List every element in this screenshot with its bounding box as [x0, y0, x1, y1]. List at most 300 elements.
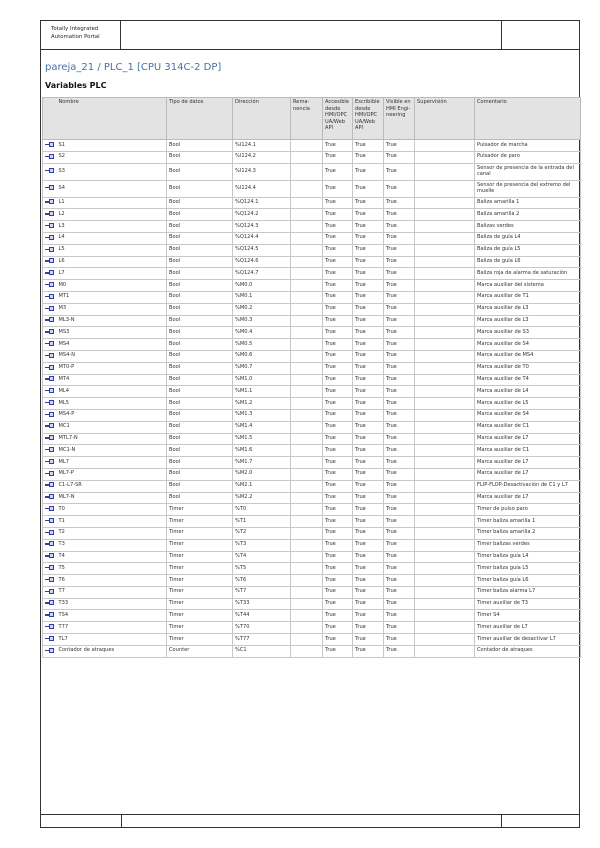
table-row[interactable]: [43, 645, 581, 657]
tag-type[interactable]: Timer: [167, 551, 233, 563]
tag-retain[interactable]: [291, 362, 323, 374]
tag-visible[interactable]: True: [384, 575, 415, 587]
tag-name[interactable]: MT4: [57, 374, 167, 386]
tag-writable[interactable]: True: [353, 409, 384, 421]
tag-visible[interactable]: True: [384, 232, 415, 244]
tag-supervision[interactable]: [415, 315, 475, 327]
table-row[interactable]: [43, 409, 581, 421]
tag-accessible[interactable]: True: [323, 339, 353, 351]
tag-comment[interactable]: Sensor de presencia de la entrada del canal: [475, 163, 581, 180]
tag-supervision[interactable]: [415, 468, 475, 480]
tag-writable[interactable]: True: [353, 291, 384, 303]
tag-visible[interactable]: True: [384, 516, 415, 528]
tag-visible[interactable]: True: [384, 350, 415, 362]
tag-comment[interactable]: Timer de pulso paro: [475, 504, 581, 516]
tag-visible[interactable]: True: [384, 374, 415, 386]
tag-address[interactable]: %T33: [233, 598, 291, 610]
tag-comment[interactable]: FLIP-FLOP-Desactivación de C1 y L7: [475, 480, 581, 492]
tag-visible[interactable]: True: [384, 634, 415, 646]
tag-type[interactable]: Bool: [167, 398, 233, 410]
tag-accessible[interactable]: True: [323, 586, 353, 598]
tag-supervision[interactable]: [415, 327, 475, 339]
tag-accessible[interactable]: True: [323, 315, 353, 327]
tag-retain[interactable]: [291, 151, 323, 163]
tag-writable[interactable]: True: [353, 197, 384, 209]
tag-visible[interactable]: True: [384, 492, 415, 504]
tag-address[interactable]: %Q124.3: [233, 221, 291, 233]
tag-name[interactable]: C1-L7-SR: [57, 480, 167, 492]
tag-visible[interactable]: True: [384, 386, 415, 398]
tag-writable[interactable]: True: [353, 551, 384, 563]
tag-retain[interactable]: [291, 209, 323, 221]
tag-supervision[interactable]: [415, 504, 475, 516]
tag-supervision[interactable]: [415, 480, 475, 492]
tag-supervision[interactable]: [415, 197, 475, 209]
tag-comment[interactable]: Timer baliza alarma L7: [475, 586, 581, 598]
table-row[interactable]: [43, 598, 581, 610]
tag-accessible[interactable]: True: [323, 163, 353, 180]
tag-writable[interactable]: True: [353, 221, 384, 233]
tag-comment[interactable]: Sensor de presencia del extremo del muelle: [475, 180, 581, 197]
tag-accessible[interactable]: True: [323, 303, 353, 315]
tag-address[interactable]: %Q124.6: [233, 256, 291, 268]
tag-accessible[interactable]: True: [323, 221, 353, 233]
col-header-name[interactable]: Nombre: [57, 98, 167, 140]
tag-name[interactable]: S3: [57, 163, 167, 180]
tag-comment[interactable]: Marca auxiliar de S3: [475, 327, 581, 339]
tag-visible[interactable]: True: [384, 291, 415, 303]
tag-type[interactable]: Bool: [167, 409, 233, 421]
tag-visible[interactable]: True: [384, 256, 415, 268]
tag-writable[interactable]: True: [353, 586, 384, 598]
tag-writable[interactable]: True: [353, 445, 384, 457]
tag-address[interactable]: %M0.7: [233, 362, 291, 374]
tag-name[interactable]: MTL7-N: [57, 433, 167, 445]
tag-name[interactable]: ML7-N: [57, 492, 167, 504]
tag-supervision[interactable]: [415, 362, 475, 374]
tag-writable[interactable]: True: [353, 504, 384, 516]
tag-retain[interactable]: [291, 551, 323, 563]
tag-type[interactable]: Bool: [167, 362, 233, 374]
tag-accessible[interactable]: True: [323, 634, 353, 646]
tag-type[interactable]: Bool: [167, 327, 233, 339]
tag-accessible[interactable]: True: [323, 457, 353, 469]
tag-writable[interactable]: True: [353, 339, 384, 351]
tag-supervision[interactable]: [415, 256, 475, 268]
tag-type[interactable]: Timer: [167, 516, 233, 528]
tag-name[interactable]: T6: [57, 575, 167, 587]
tag-accessible[interactable]: True: [323, 280, 353, 292]
tag-supervision[interactable]: [415, 457, 475, 469]
tag-type[interactable]: Bool: [167, 280, 233, 292]
tag-address[interactable]: %M1.5: [233, 433, 291, 445]
tag-comment[interactable]: Timer baliza amarilla 2: [475, 527, 581, 539]
tag-supervision[interactable]: [415, 339, 475, 351]
tag-type[interactable]: Bool: [167, 339, 233, 351]
table-row[interactable]: [43, 575, 581, 587]
tag-retain[interactable]: [291, 232, 323, 244]
tag-address[interactable]: %M0.2: [233, 303, 291, 315]
tag-writable[interactable]: True: [353, 622, 384, 634]
tag-address[interactable]: %Q124.7: [233, 268, 291, 280]
tag-supervision[interactable]: [415, 244, 475, 256]
tag-type[interactable]: Bool: [167, 433, 233, 445]
table-row[interactable]: [43, 362, 581, 374]
tag-address[interactable]: %M2.1: [233, 480, 291, 492]
tag-retain[interactable]: [291, 457, 323, 469]
tag-writable[interactable]: True: [353, 610, 384, 622]
tag-visible[interactable]: True: [384, 468, 415, 480]
tag-writable[interactable]: True: [353, 374, 384, 386]
tag-comment[interactable]: Timer auxiliar de desactivar L7: [475, 634, 581, 646]
tag-address[interactable]: %Q124.4: [233, 232, 291, 244]
tag-name[interactable]: MT0-P: [57, 362, 167, 374]
table-row[interactable]: [43, 421, 581, 433]
tag-type[interactable]: Bool: [167, 445, 233, 457]
tag-retain[interactable]: [291, 527, 323, 539]
tag-visible[interactable]: True: [384, 586, 415, 598]
tag-writable[interactable]: True: [353, 268, 384, 280]
tag-writable[interactable]: True: [353, 140, 384, 152]
tag-supervision[interactable]: [415, 492, 475, 504]
tag-writable[interactable]: True: [353, 598, 384, 610]
tag-type[interactable]: Bool: [167, 221, 233, 233]
tag-comment[interactable]: Timer balizas verdes: [475, 539, 581, 551]
tag-retain[interactable]: [291, 163, 323, 180]
tag-retain[interactable]: [291, 327, 323, 339]
tag-writable[interactable]: True: [353, 563, 384, 575]
tag-accessible[interactable]: True: [323, 232, 353, 244]
col-header-retain[interactable]: Rema-nencia: [291, 98, 323, 140]
tag-retain[interactable]: [291, 291, 323, 303]
table-row[interactable]: [43, 140, 581, 152]
tag-accessible[interactable]: True: [323, 551, 353, 563]
tag-comment[interactable]: Timer auxiliar de T3: [475, 598, 581, 610]
tag-comment[interactable]: Balizas verdes: [475, 221, 581, 233]
table-row[interactable]: [43, 180, 581, 197]
tag-writable[interactable]: True: [353, 232, 384, 244]
tag-accessible[interactable]: True: [323, 468, 353, 480]
tag-visible[interactable]: True: [384, 527, 415, 539]
tag-supervision[interactable]: [415, 563, 475, 575]
tag-retain[interactable]: [291, 504, 323, 516]
tag-writable[interactable]: True: [353, 433, 384, 445]
tag-type[interactable]: Timer: [167, 563, 233, 575]
tag-writable[interactable]: True: [353, 327, 384, 339]
tag-address[interactable]: %M1.2: [233, 398, 291, 410]
tag-type[interactable]: Timer: [167, 504, 233, 516]
tag-visible[interactable]: True: [384, 480, 415, 492]
tag-accessible[interactable]: True: [323, 327, 353, 339]
tag-comment[interactable]: Marca auxiliar de L3: [475, 303, 581, 315]
tag-name[interactable]: MT1: [57, 291, 167, 303]
tag-accessible[interactable]: True: [323, 180, 353, 197]
tag-visible[interactable]: True: [384, 421, 415, 433]
tag-retain[interactable]: [291, 610, 323, 622]
tag-type[interactable]: Bool: [167, 480, 233, 492]
tag-name[interactable]: MC1-N: [57, 445, 167, 457]
tag-retain[interactable]: [291, 421, 323, 433]
tag-comment[interactable]: Marca auxiliar de L7: [475, 468, 581, 480]
tag-address[interactable]: %T1: [233, 516, 291, 528]
tag-writable[interactable]: True: [353, 468, 384, 480]
tag-accessible[interactable]: True: [323, 386, 353, 398]
tag-name[interactable]: T0: [57, 504, 167, 516]
tag-address[interactable]: %M1.3: [233, 409, 291, 421]
tag-type[interactable]: Bool: [167, 350, 233, 362]
tag-type[interactable]: Bool: [167, 492, 233, 504]
tag-comment[interactable]: Baliza roja de alarma de saturación: [475, 268, 581, 280]
tag-comment[interactable]: Baliza de guía L4: [475, 232, 581, 244]
tag-visible[interactable]: True: [384, 445, 415, 457]
tag-visible[interactable]: True: [384, 327, 415, 339]
tag-address[interactable]: %M2.2: [233, 492, 291, 504]
tag-supervision[interactable]: [415, 445, 475, 457]
table-row[interactable]: [43, 151, 581, 163]
tag-supervision[interactable]: [415, 232, 475, 244]
tag-retain[interactable]: [291, 634, 323, 646]
tag-name[interactable]: T4: [57, 551, 167, 563]
table-row[interactable]: [43, 374, 581, 386]
tag-writable[interactable]: True: [353, 480, 384, 492]
tag-supervision[interactable]: [415, 634, 475, 646]
tag-writable[interactable]: True: [353, 256, 384, 268]
tag-address[interactable]: %T2: [233, 527, 291, 539]
tag-type[interactable]: Timer: [167, 622, 233, 634]
table-row[interactable]: [43, 268, 581, 280]
tag-type[interactable]: Timer: [167, 539, 233, 551]
tag-address[interactable]: %M1.7: [233, 457, 291, 469]
tag-type[interactable]: Bool: [167, 374, 233, 386]
tag-comment[interactable]: Marca auxiliar de S4: [475, 339, 581, 351]
tag-name[interactable]: ML5: [57, 398, 167, 410]
tag-type[interactable]: Bool: [167, 232, 233, 244]
tag-visible[interactable]: True: [384, 339, 415, 351]
tag-accessible[interactable]: True: [323, 197, 353, 209]
tag-type[interactable]: Bool: [167, 140, 233, 152]
tag-type[interactable]: Timer: [167, 586, 233, 598]
tag-name[interactable]: T7: [57, 586, 167, 598]
tag-accessible[interactable]: True: [323, 398, 353, 410]
table-row[interactable]: [43, 315, 581, 327]
tag-type[interactable]: Timer: [167, 527, 233, 539]
tag-name[interactable]: TS4: [57, 610, 167, 622]
tag-writable[interactable]: True: [353, 645, 384, 657]
tag-retain[interactable]: [291, 645, 323, 657]
tag-name[interactable]: T3: [57, 539, 167, 551]
tag-type[interactable]: Timer: [167, 598, 233, 610]
tag-accessible[interactable]: True: [323, 645, 353, 657]
tag-address[interactable]: %I124.4: [233, 180, 291, 197]
table-row[interactable]: [43, 622, 581, 634]
table-row[interactable]: [43, 527, 581, 539]
tag-visible[interactable]: True: [384, 140, 415, 152]
tag-comment[interactable]: Marca auxiliar de C1: [475, 445, 581, 457]
tag-visible[interactable]: True: [384, 280, 415, 292]
tag-supervision[interactable]: [415, 645, 475, 657]
tag-comment[interactable]: Pulsador de paro: [475, 151, 581, 163]
tag-writable[interactable]: True: [353, 457, 384, 469]
tag-accessible[interactable]: True: [323, 504, 353, 516]
tag-accessible[interactable]: True: [323, 140, 353, 152]
tag-comment[interactable]: Marca auxiliar de C1: [475, 421, 581, 433]
tag-name[interactable]: L5: [57, 244, 167, 256]
col-header-comment[interactable]: Comentario: [475, 98, 581, 140]
tag-type[interactable]: Timer: [167, 610, 233, 622]
tag-retain[interactable]: [291, 480, 323, 492]
tag-name[interactable]: S4: [57, 180, 167, 197]
tag-writable[interactable]: True: [353, 516, 384, 528]
tag-comment[interactable]: Timer baliza amarilla 1: [475, 516, 581, 528]
tag-supervision[interactable]: [415, 291, 475, 303]
tag-type[interactable]: Bool: [167, 244, 233, 256]
tag-writable[interactable]: True: [353, 244, 384, 256]
tag-address[interactable]: %T77: [233, 634, 291, 646]
tag-retain[interactable]: [291, 268, 323, 280]
tag-supervision[interactable]: [415, 527, 475, 539]
tag-retain[interactable]: [291, 140, 323, 152]
tag-supervision[interactable]: [415, 551, 475, 563]
tag-address[interactable]: %M0.5: [233, 339, 291, 351]
tag-comment[interactable]: Marca auxiliar de L7: [475, 433, 581, 445]
tag-retain[interactable]: [291, 315, 323, 327]
tag-retain[interactable]: [291, 339, 323, 351]
tag-visible[interactable]: True: [384, 457, 415, 469]
tag-writable[interactable]: True: [353, 362, 384, 374]
tag-type[interactable]: Bool: [167, 209, 233, 221]
tag-retain[interactable]: [291, 575, 323, 587]
tag-comment[interactable]: Marca auxiliar de L7: [475, 492, 581, 504]
tag-supervision[interactable]: [415, 180, 475, 197]
tag-supervision[interactable]: [415, 140, 475, 152]
tag-retain[interactable]: [291, 303, 323, 315]
tag-writable[interactable]: True: [353, 398, 384, 410]
tag-address[interactable]: %M0.3: [233, 315, 291, 327]
table-row[interactable]: [43, 221, 581, 233]
table-row[interactable]: [43, 551, 581, 563]
tag-name[interactable]: MS4: [57, 339, 167, 351]
tag-name[interactable]: L4: [57, 232, 167, 244]
tag-supervision[interactable]: [415, 350, 475, 362]
tag-visible[interactable]: True: [384, 398, 415, 410]
table-row[interactable]: [43, 445, 581, 457]
tag-retain[interactable]: [291, 492, 323, 504]
tag-comment[interactable]: Pulsador de marcha: [475, 140, 581, 152]
tag-visible[interactable]: True: [384, 645, 415, 657]
tag-accessible[interactable]: True: [323, 256, 353, 268]
tag-address[interactable]: %T7: [233, 586, 291, 598]
tag-name[interactable]: L3: [57, 221, 167, 233]
tag-address[interactable]: %M2.0: [233, 468, 291, 480]
tag-address[interactable]: %T3: [233, 539, 291, 551]
tag-address[interactable]: %Q124.5: [233, 244, 291, 256]
tag-writable[interactable]: True: [353, 209, 384, 221]
tag-writable[interactable]: True: [353, 151, 384, 163]
tag-writable[interactable]: True: [353, 180, 384, 197]
tag-accessible[interactable]: True: [323, 409, 353, 421]
tag-accessible[interactable]: True: [323, 209, 353, 221]
tag-type[interactable]: Bool: [167, 151, 233, 163]
tag-supervision[interactable]: [415, 421, 475, 433]
table-row[interactable]: [43, 563, 581, 575]
table-row[interactable]: [43, 303, 581, 315]
tag-name[interactable]: M3: [57, 303, 167, 315]
table-row[interactable]: [43, 504, 581, 516]
tag-name[interactable]: TL7: [57, 634, 167, 646]
tag-comment[interactable]: Marca auxiliar de L7: [475, 457, 581, 469]
tag-retain[interactable]: [291, 244, 323, 256]
tag-retain[interactable]: [291, 256, 323, 268]
tag-type[interactable]: Timer: [167, 634, 233, 646]
tag-type[interactable]: Bool: [167, 457, 233, 469]
tag-name[interactable]: S1: [57, 140, 167, 152]
tag-type[interactable]: Counter: [167, 645, 233, 657]
tag-accessible[interactable]: True: [323, 480, 353, 492]
tag-visible[interactable]: True: [384, 244, 415, 256]
tag-accessible[interactable]: True: [323, 244, 353, 256]
tag-supervision[interactable]: [415, 516, 475, 528]
tag-address[interactable]: %M1.4: [233, 421, 291, 433]
tag-retain[interactable]: [291, 468, 323, 480]
tag-accessible[interactable]: True: [323, 610, 353, 622]
tag-name[interactable]: L2: [57, 209, 167, 221]
tag-accessible[interactable]: True: [323, 350, 353, 362]
tag-name[interactable]: T77: [57, 622, 167, 634]
col-header-address[interactable]: Dirección: [233, 98, 291, 140]
tag-supervision[interactable]: [415, 221, 475, 233]
table-row[interactable]: [43, 480, 581, 492]
tag-accessible[interactable]: True: [323, 445, 353, 457]
tag-accessible[interactable]: True: [323, 539, 353, 551]
tag-name[interactable]: MS3: [57, 327, 167, 339]
tag-supervision[interactable]: [415, 374, 475, 386]
tag-address[interactable]: %M1.1: [233, 386, 291, 398]
tag-retain[interactable]: [291, 398, 323, 410]
tag-writable[interactable]: True: [353, 634, 384, 646]
tag-comment[interactable]: Baliza de guía L6: [475, 256, 581, 268]
tag-supervision[interactable]: [415, 539, 475, 551]
tag-visible[interactable]: True: [384, 622, 415, 634]
tag-type[interactable]: Bool: [167, 256, 233, 268]
tag-address[interactable]: %Q124.2: [233, 209, 291, 221]
tag-type[interactable]: Bool: [167, 468, 233, 480]
tag-comment[interactable]: Timer baliza guía L5: [475, 563, 581, 575]
tag-accessible[interactable]: True: [323, 291, 353, 303]
table-row[interactable]: [43, 398, 581, 410]
tag-accessible[interactable]: True: [323, 516, 353, 528]
table-row[interactable]: [43, 232, 581, 244]
table-row[interactable]: [43, 634, 581, 646]
tag-visible[interactable]: True: [384, 539, 415, 551]
tag-writable[interactable]: True: [353, 303, 384, 315]
tag-comment[interactable]: Marca auxiliar de T4: [475, 374, 581, 386]
tag-comment[interactable]: Marca auxiliar de T1: [475, 291, 581, 303]
tag-accessible[interactable]: True: [323, 362, 353, 374]
tag-address[interactable]: %M0.6: [233, 350, 291, 362]
tag-accessible[interactable]: True: [323, 433, 353, 445]
tag-name[interactable]: Contador de atraques: [57, 645, 167, 657]
tag-visible[interactable]: True: [384, 315, 415, 327]
tag-accessible[interactable]: True: [323, 622, 353, 634]
tag-visible[interactable]: True: [384, 180, 415, 197]
table-row[interactable]: [43, 244, 581, 256]
tag-name[interactable]: L1: [57, 197, 167, 209]
tag-writable[interactable]: True: [353, 527, 384, 539]
tag-type[interactable]: Bool: [167, 421, 233, 433]
tag-retain[interactable]: [291, 280, 323, 292]
tag-name[interactable]: ML7-P: [57, 468, 167, 480]
tag-writable[interactable]: True: [353, 350, 384, 362]
